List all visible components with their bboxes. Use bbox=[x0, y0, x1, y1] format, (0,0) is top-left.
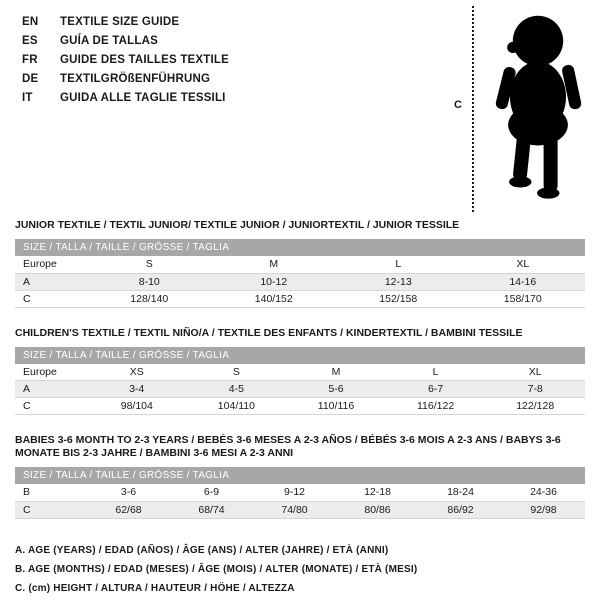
size-cell: 9-12 bbox=[253, 484, 336, 501]
language-row bbox=[22, 13, 229, 32]
size-cell: 3-6 bbox=[87, 484, 170, 501]
size-cell: 62/68 bbox=[87, 501, 170, 518]
language-list bbox=[22, 13, 229, 108]
language-row bbox=[22, 32, 229, 51]
language-title: GUÍA DE TALLAS bbox=[60, 35, 158, 47]
row-label: Europe bbox=[15, 364, 87, 381]
table-row bbox=[15, 273, 585, 290]
table-title: JUNIOR TEXTILE / TEXTIL JUNIOR/ TEXTILE JUNIOR / JUNIORTEXTIL / JUNIOR TESSILE bbox=[15, 219, 460, 231]
language-title: GUIDA ALLE TAGLIE TESSILI bbox=[60, 92, 226, 104]
language-row bbox=[22, 89, 229, 108]
size-cell: 14-16 bbox=[461, 273, 586, 290]
size-cell: 68/74 bbox=[170, 501, 253, 518]
table-row bbox=[15, 381, 585, 398]
table-title: BABIES 3-6 MONTH TO 2-3 YEARS / BEBÉS 3-6 MESES A 2-3 AÑOS / BÉBÉS 3-6 MOIS A 2-3 ANS / BABYS 3-6 MONATE BIS 2-3 JAHRE / BAMBINI 3-6 MESI A 2-3 ANNI bbox=[15, 434, 561, 459]
size-cell: 140/152 bbox=[212, 290, 337, 307]
size-cell: 98/104 bbox=[87, 398, 187, 415]
size-table-section bbox=[15, 327, 585, 416]
table-header-bar: SIZE / TALLA / TAILLE / GRÖSSE / TAGLIA bbox=[15, 239, 585, 256]
size-cell: S bbox=[87, 256, 212, 273]
size-cell: L bbox=[336, 256, 461, 273]
size-cell: XS bbox=[87, 364, 187, 381]
size-cell: M bbox=[286, 364, 386, 381]
figure-area bbox=[452, 4, 598, 216]
size-table bbox=[15, 239, 585, 308]
table-row bbox=[15, 290, 585, 307]
table-title: CHILDREN'S TEXTILE / TEXTIL NIÑO/A / TEXTILE DES ENFANTS / KINDERTEXTIL / BAMBINI TESSILE bbox=[15, 326, 523, 339]
row-label: Europe bbox=[15, 256, 87, 273]
language-title: GUIDE DES TAILLES TEXTILE bbox=[60, 54, 229, 66]
row-label: A bbox=[15, 273, 87, 290]
size-cell: 10-12 bbox=[212, 273, 337, 290]
language-title: TEXTILE SIZE GUIDE bbox=[60, 16, 180, 28]
table-header-bar: SIZE / TALLA / TAILLE / GRÖSSE / TAGLIA bbox=[15, 467, 585, 484]
size-cell: 116/122 bbox=[386, 398, 486, 415]
size-cell: 152/158 bbox=[336, 290, 461, 307]
size-cell: 5-6 bbox=[286, 381, 386, 398]
table-row bbox=[15, 484, 585, 501]
size-cell: 3-4 bbox=[87, 381, 187, 398]
row-label: B bbox=[15, 484, 87, 501]
language-code: ES bbox=[22, 35, 38, 47]
size-cell: 86/92 bbox=[419, 501, 502, 518]
language-title: TEXTILGRÖßENFÜHRUNG bbox=[60, 73, 211, 85]
size-cell: 92/98 bbox=[502, 501, 585, 518]
language-code: EN bbox=[22, 16, 39, 28]
language-code: FR bbox=[22, 54, 38, 66]
height-measure-label: C bbox=[454, 99, 462, 111]
size-cell: 158/170 bbox=[461, 290, 586, 307]
row-label: C bbox=[15, 398, 87, 415]
table-row bbox=[15, 398, 585, 415]
size-cell: 104/110 bbox=[187, 398, 287, 415]
size-cell: XL bbox=[461, 256, 586, 273]
footnote: C. (cm) HEIGHT / ALTURA / HAUTEUR / HÖHE / ALTEZZA bbox=[15, 583, 295, 594]
size-cell: 12-18 bbox=[336, 484, 419, 501]
size-cell: 4-5 bbox=[187, 381, 287, 398]
size-table-section bbox=[15, 219, 585, 308]
size-cell: M bbox=[212, 256, 337, 273]
size-cell: L bbox=[386, 364, 486, 381]
table-header-bar: SIZE / TALLA / TAILLE / GRÖSSE / TAGLIA bbox=[15, 347, 585, 364]
size-cell: S bbox=[187, 364, 287, 381]
size-cell: 122/128 bbox=[485, 398, 585, 415]
table-row bbox=[15, 256, 585, 273]
size-cell: XL bbox=[485, 364, 585, 381]
row-label: C bbox=[15, 290, 87, 307]
size-cell: 18-24 bbox=[419, 484, 502, 501]
size-cell: 24-36 bbox=[502, 484, 585, 501]
language-code: IT bbox=[22, 92, 33, 104]
size-table bbox=[15, 467, 585, 519]
row-label: C bbox=[15, 501, 87, 518]
table-row bbox=[15, 501, 585, 518]
row-label: A bbox=[15, 381, 87, 398]
footnote: A. AGE (YEARS) / EDAD (AÑOS) / ÂGE (ANS) / ALTER (JAHRE) / ETÀ (ANNI) bbox=[15, 545, 389, 556]
language-row bbox=[22, 51, 229, 70]
baby-silhouette-icon bbox=[482, 6, 594, 214]
height-measure-line bbox=[472, 6, 474, 212]
footnotes bbox=[15, 541, 417, 598]
size-cell: 6-7 bbox=[386, 381, 486, 398]
size-cell: 110/116 bbox=[286, 398, 386, 415]
size-tables bbox=[15, 219, 585, 538]
table-header-row bbox=[15, 239, 585, 256]
size-cell: 128/140 bbox=[87, 290, 212, 307]
size-cell: 80/86 bbox=[336, 501, 419, 518]
size-cell: 6-9 bbox=[170, 484, 253, 501]
language-row bbox=[22, 70, 229, 89]
language-code: DE bbox=[22, 73, 39, 85]
table-header-row bbox=[15, 347, 585, 364]
size-table-section bbox=[15, 434, 585, 519]
size-cell: 7-8 bbox=[485, 381, 585, 398]
size-table bbox=[15, 347, 585, 416]
size-cell: 12-13 bbox=[336, 273, 461, 290]
size-cell: 74/80 bbox=[253, 501, 336, 518]
size-cell: 8-10 bbox=[87, 273, 212, 290]
table-header-row bbox=[15, 467, 585, 484]
footnote: B. AGE (MONTHS) / EDAD (MESES) / ÂGE (MOIS) / ALTER (MONATE) / ETÀ (MESI) bbox=[15, 564, 418, 575]
table-row bbox=[15, 364, 585, 381]
